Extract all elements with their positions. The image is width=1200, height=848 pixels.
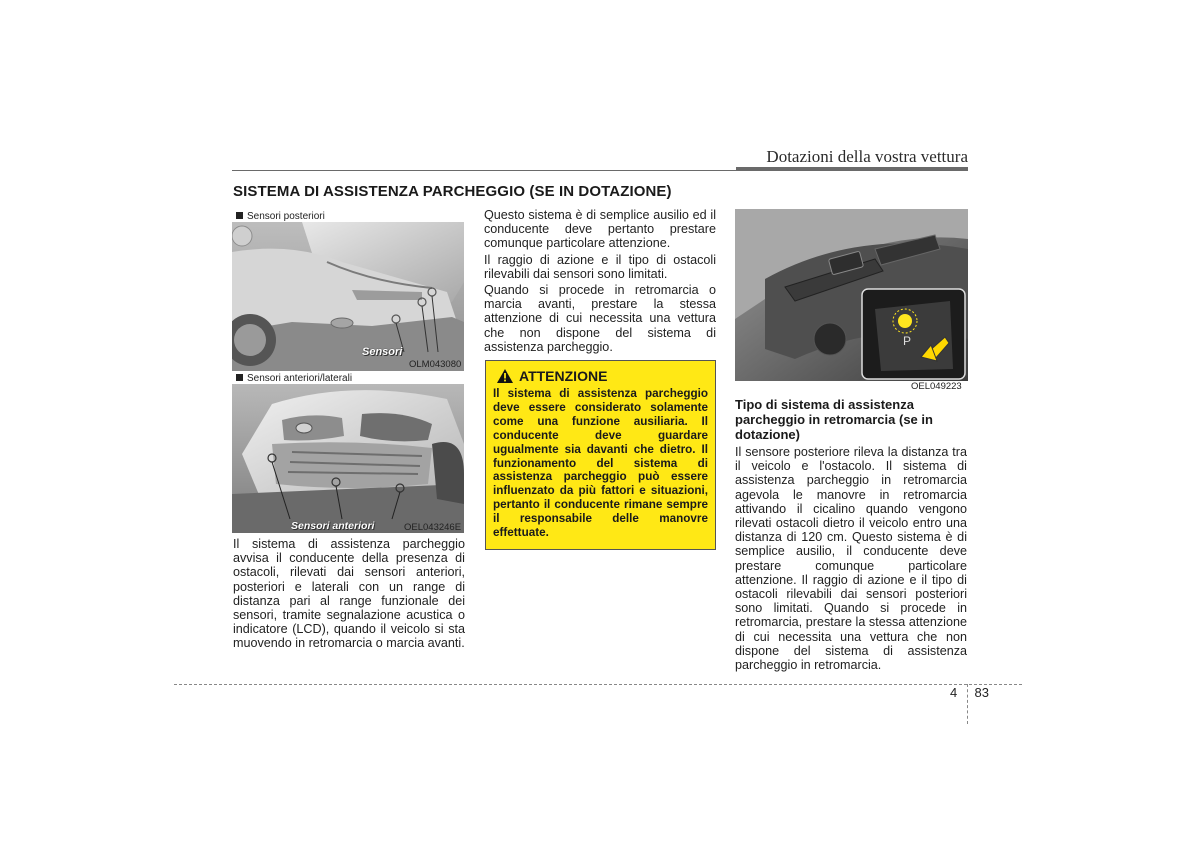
warning-heading bbox=[497, 368, 708, 384]
figure-code-front: OEL043246E bbox=[404, 522, 462, 533]
middle-text bbox=[484, 208, 716, 356]
front-sensors-photo bbox=[232, 384, 464, 533]
section-title: SISTEMA DI ASSISTENZA PARCHEGGIO (SE IN DOTAZIONE) bbox=[233, 183, 672, 200]
footer-rule bbox=[174, 684, 1022, 685]
warning-title: ATTENZIONE bbox=[519, 368, 608, 384]
middle-paragraph: Quando si procede in retromarcia o marcia avanti, prestare la stessa attenzione di cui necessita una vettura che non dispone del sistema di assistenza parcheggio. bbox=[484, 283, 716, 354]
rear-sensors-photo bbox=[232, 222, 464, 371]
header-rule-accent bbox=[736, 167, 968, 171]
warning-text: Il sistema di assistenza parcheggio deve essere considerato solamente come una funzione ausiliaria. Il conducente deve guardare ugualmente sia davanti che dietro. Il funzionamento del sistema di assistenza parcheggio può essere influenzato da più fattori e situazioni, pertanto il conducente rimane sempre il responsabile delle manovre effettuate. bbox=[493, 387, 708, 540]
right-paragraph: Il sensore posteriore rileva la distanza tra il veicolo e l'ostacolo. Il sistema di assistenza parcheggio in retromarcia agevola le manovre in retromarcia attivando il cicalino quando vengono rilevati ostacoli dietro il veicolo entro una distanza di 120 cm. Questo sistema è di semplice ausilio, il conducente deve prestare comunque particolare attenzione. Il raggio di azione e il tipo di ostacoli rilevabili dai sensori posteriori sono limitati. Quando si procede in retromarcia, prestare la stessa attenzione di cui necessita una vettura che non dispone del sistema di assistenza parcheggio in retromarcia. bbox=[735, 445, 967, 673]
header-rule bbox=[232, 170, 736, 171]
warning-triangle-icon bbox=[497, 369, 513, 383]
chapter-number: 4 bbox=[950, 685, 958, 700]
middle-paragraph: Questo sistema è di semplice ausilio ed il conducente deve pertanto prestare comunque particolare attenzione. bbox=[484, 208, 716, 251]
left-paragraph: Il sistema di assistenza parcheggio avvisa il conducente della presenza di ostacoli, rilevati dai sensori anteriori, posteriori e laterali con un range di distanza pari al range funzionale dei sensori, tramite segnalazione acustica o indicatore (LCD), quando il veicolo si sta muovendo in retromarcia o marcia avanti. bbox=[233, 537, 465, 651]
figure-code-rear: OLM043080 bbox=[409, 359, 462, 370]
figure-code-switch: OEL049223 bbox=[911, 381, 962, 392]
svg-text:P: P bbox=[903, 334, 912, 348]
rear-sensors-label: Sensori bbox=[362, 346, 403, 358]
chapter-title: Dotazioni della vostra vettura bbox=[766, 147, 968, 166]
page-number bbox=[950, 685, 989, 700]
front-sensors-label: Sensori anteriori bbox=[291, 520, 375, 532]
bullet-square-icon bbox=[236, 374, 243, 381]
page-number-value: 83 bbox=[974, 685, 989, 700]
figure-caption-front: Sensori anteriori/laterali bbox=[236, 373, 352, 384]
warning-box bbox=[485, 360, 716, 550]
middle-paragraph: Il raggio di azione e il tipo di ostacoli rilevabili dai sensori sono limitati. bbox=[484, 252, 716, 281]
subsection-title: Tipo di sistema di assistenza parcheggio in retromarcia (se in dotazione) bbox=[735, 397, 933, 442]
figure-caption-rear: Sensori posteriori bbox=[236, 211, 325, 222]
bullet-square-icon bbox=[236, 212, 243, 219]
parking-switch-photo bbox=[735, 209, 968, 381]
